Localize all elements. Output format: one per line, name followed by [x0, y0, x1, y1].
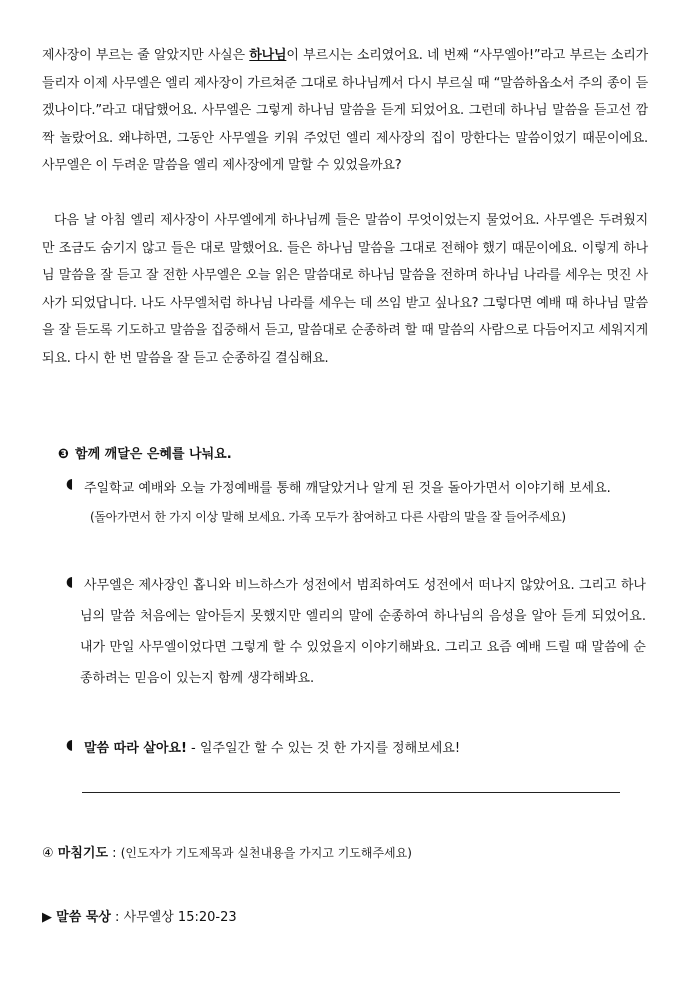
- question-2-text: [80, 570, 646, 694]
- meditation-separator: :: [110, 910, 124, 925]
- question-3-heading: 말씀 따라 살아요!: [84, 741, 187, 756]
- emphasis-god: 하나님: [249, 48, 287, 63]
- question-3-bullet-icon: ◖: [66, 737, 74, 753]
- closing-separator: :: [108, 846, 121, 861]
- closing-number: ④: [42, 846, 54, 861]
- section-3-heading: [58, 443, 232, 462]
- play-arrow-icon: ▶: [42, 910, 52, 925]
- question-1-text: 주일학교 예배와 오늘 가정예배를 통해 깨달았거나 알게 된 것을 돌아가면서 이야기해 보세요.: [84, 481, 611, 496]
- question-3-instruction: - 일주일간 할 수 있는 것 한 가지를 정해보세요!: [186, 741, 461, 756]
- closing-prayer: [42, 842, 412, 861]
- question-2-body: 사무엘은 제사장인 홉니와 비느하스가 성전에서 범죄하여도 성전에서 떠나지 않았어요. 그리고 하나님의 말씀 처음에는 알아듣지 못했지만 엘리의 말에 순종하여 하나님의 음성을 알아 듣게 되었어요. 내가 만일 사무엘이었다면 그렇게 할 수 있었을지 이야기해봐요. 그리고 요즘 예배 드릴 때 말씀에 순종하려는 믿음이 있는지 함께 생각해봐요.: [80, 578, 646, 686]
- paragraph-1-before: 제사장이 부르는 줄 알았지만 사실은: [42, 48, 250, 63]
- story-paragraph-1: [42, 42, 648, 180]
- question-1-note: (돌아가면서 한 가지 이상 말해 보세요. 가족 모두가 참여하고 다른 사람의 말을 잘 들어주세요): [90, 510, 566, 524]
- paragraph-1-after: 이 부르시는 소리였어요. 네 번째 “사무엘아!”라고 부르는 소리가 들리자 이제 사무엘은 엘리 제사장이 가르쳐준 그대로 하나님께서 다시 부르실 때 “말씀하옵소서 주의 종이 듣겠나이다.”라고 대답했어요. 사무엘은 그렇게 하나님 말씀을 듣게 되었어요. 그런데 하나님 말씀을 듣고선 깜짝 놀랐어요. 왜냐하면, 그동안 사무엘을 키워 주었던 엘리 제사장의 집이 망한다는 말씀이었기 때문이에요. 사무엘은 이 두려운 말씀을 엘리 제사장에게 말할 수 있었을까요?: [42, 48, 648, 173]
- story-paragraph-2: 다음 날 아침 엘리 제사장이 사무엘에게 하나님께 들은 말씀이 무엇이었는지 물었어요. 사무엘은 두려웠지만 조금도 숨기지 않고 들은 대로 말했어요. 들은 하나님 말씀을 그대로 전해야 했기 때문이에요. 이렇게 하나님 말씀을 잘 듣고 잘 전한 사무엘은 오늘 읽은 말씀대로 하나님 말씀을 전하며 하나님 나라를 세우는 멋진 사사가 되었답니다. 나도 사무엘처럼 하나님 나라를 세우는 데 쓰임 받고 싶나요? 그렇다면 예배 때 하나님 말씀을 잘 듣도록 기도하고 말씀을 집중해서 듣고, 말씀대로 순종하려 할 때 말씀의 사람으로 다듬어지고 세워지게 되요. 다시 한 번 말씀을 잘 듣고 순종하길 결심해요.: [42, 213, 648, 366]
- meditation-reference: 사무엘상 15:20-23: [123, 910, 237, 925]
- closing-title: 마침기도: [57, 846, 109, 861]
- section-3-number: ❸: [58, 447, 70, 462]
- scripture-meditation: [42, 906, 237, 925]
- closing-note: (인도자가 기도제목과 실천내용을 가지고 기도해주세요): [120, 846, 412, 860]
- meditation-title: 말씀 묵상: [56, 910, 111, 925]
- section-3-title: 함께 깨달은 은혜를 나눠요.: [75, 447, 232, 462]
- question-1-bullet-icon: ◖: [66, 476, 74, 492]
- question-3-text: [80, 737, 460, 756]
- question-2-bullet-icon: ◖: [66, 574, 74, 590]
- answer-line: [82, 792, 620, 793]
